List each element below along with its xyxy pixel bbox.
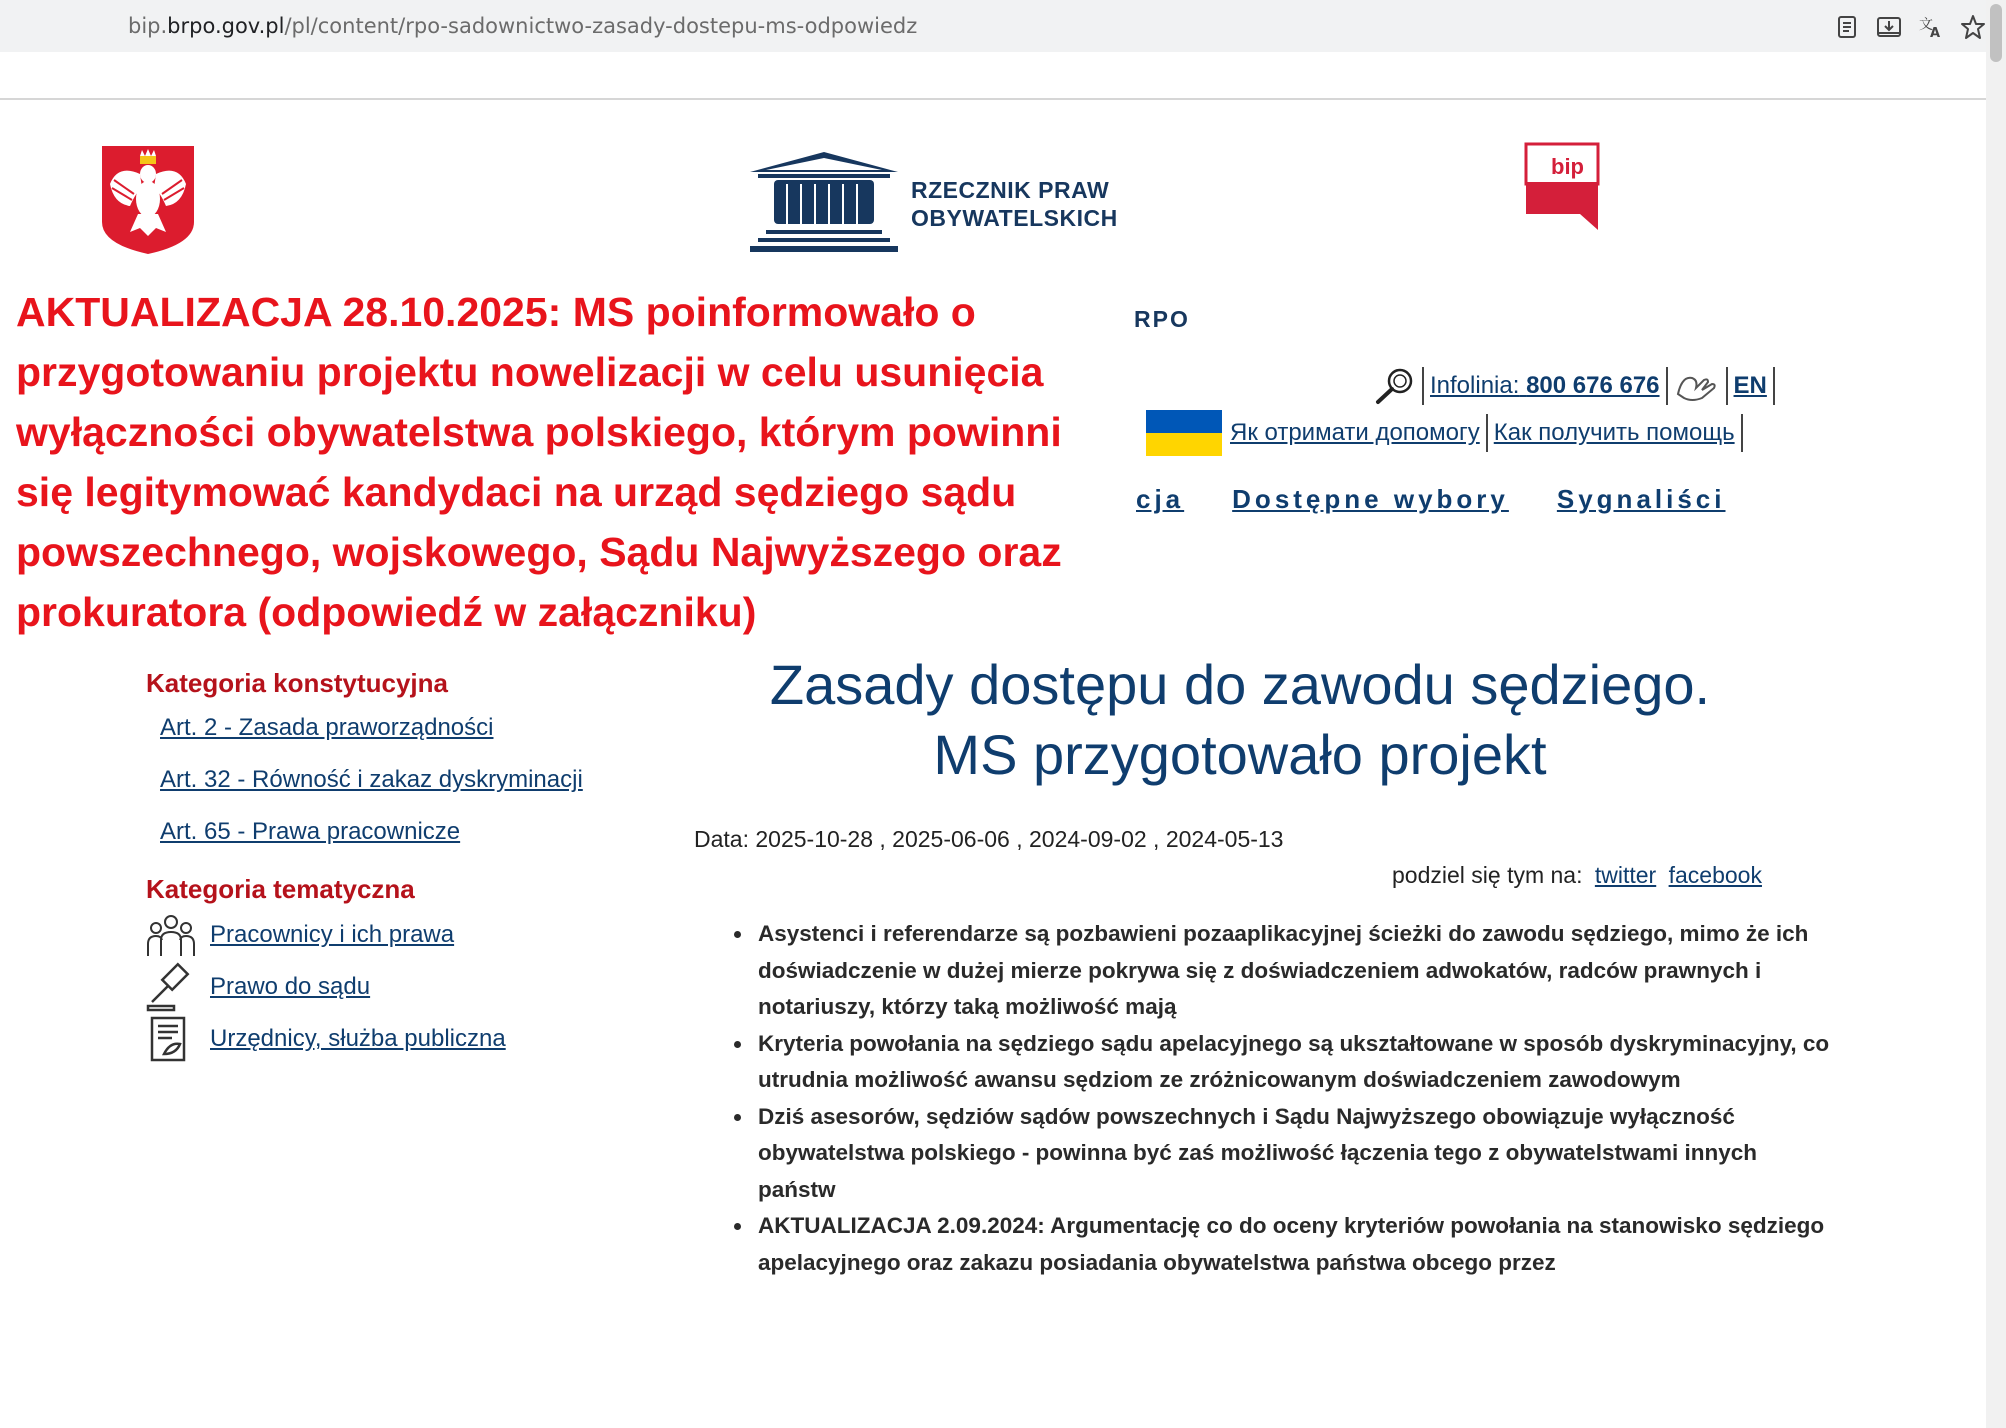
translate-icon[interactable] — [1916, 12, 1946, 42]
topic-public-service[interactable] — [146, 1014, 506, 1064]
separator — [1666, 367, 1668, 405]
ukr-help-link-uk[interactable]: Як отримати допомогу — [1230, 419, 1480, 446]
nav-item-cja[interactable]: cja — [1136, 484, 1185, 514]
lang-en-link[interactable]: EN — [1733, 372, 1767, 399]
topic-label: Prawo do sądu — [210, 973, 371, 1000]
separator — [1741, 414, 1743, 452]
svg-text:文: 文 — [1919, 17, 1933, 33]
rpo-logo-building[interactable] — [748, 150, 900, 258]
separator — [1486, 414, 1488, 452]
rpo-logo-line2: OBYWATELSKICH — [911, 205, 1118, 231]
rpo-tag[interactable]: RPO — [1134, 306, 1190, 332]
nav-item-sygnalisci[interactable]: Sygnaliści — [1556, 484, 1726, 514]
ukr-help-link-ru[interactable]: Как получить помощь — [1493, 419, 1735, 446]
scrollbar[interactable] — [1986, 0, 2006, 1428]
category-constitutional-heading: Kategoria konstytucyjna — [146, 668, 448, 698]
category-thematic-heading: Kategoria tematyczna — [146, 874, 415, 904]
browser-toolbar-strip — [0, 52, 1986, 100]
page-title-line2: MS przygotowało projekt — [933, 723, 1547, 786]
share-row — [1392, 862, 1762, 889]
topic-label: Pracownicy i ich prawa — [210, 921, 455, 948]
overlay-update-headline: AKTUALIZACJA 28.10.2025: MS poinformowało o przygotowaniu projektu nowelizacji w celu usunięcia wyłączności obywatelstwa polskiego, którym powinni się legitymować kandydaci na urząd sędziego sądu powszechnego, wojskowego, Sądu Najwyższego oraz prokuratora (odpowiedź w załączniku) — [16, 289, 1062, 635]
ukraine-help-row — [1146, 410, 1749, 456]
page-title-line1: Zasady dostępu do zawodu sędziego. — [769, 653, 1711, 716]
document-icon — [146, 1014, 196, 1064]
reader-icon[interactable] — [1832, 12, 1862, 42]
url-field[interactable] — [128, 14, 917, 38]
svg-text:A: A — [1930, 26, 1941, 39]
article-dates: Data: 2025-10-28 , 2025-06-06 , 2024-09-02 , 2024-05-13 — [694, 826, 1284, 852]
ukraine-flag-icon — [1146, 410, 1222, 456]
main-nav — [1136, 484, 1726, 515]
page-title — [640, 650, 1840, 790]
rpo-logo-line1: RZECZNIK PRAW — [911, 177, 1110, 203]
url-domain: brpo.gov.pl — [167, 14, 285, 38]
list-item: • Dziś asesorów, sędziów sądów powszechnych i Sądu Najwyższego obowiązuje wyłączność obywatelstwa polskiego - powinna być zaś możliwość łączenia tego z obywatelstwami innych państw — [754, 1099, 1834, 1209]
url-prefix: bip. — [128, 14, 168, 38]
share-facebook-link[interactable]: facebook — [1668, 862, 1762, 888]
separator — [1726, 367, 1728, 405]
gavel-icon — [146, 962, 196, 1012]
bip-logo[interactable] — [1524, 142, 1600, 234]
list-item: • Kryteria powołania na sędziego sądu apelacyjnego są ukształtowane w sposób dyskryminacyjny, co utrudnia możliwość awansu sędziom ze zróżnicowanym doświadczeniem zawodowym — [754, 1026, 1834, 1099]
article-link-art32[interactable]: Art. 32 - Równość i zakaz dyskryminacji — [160, 766, 583, 793]
bookmark-star-icon[interactable] — [1958, 12, 1988, 42]
topic-label: Urzędnicy, służba publiczna — [210, 1025, 506, 1052]
url-path: /pl/content/rpo-sadownictwo-zasady-dostepu-ms-odpowiedz — [284, 14, 918, 38]
share-twitter-link[interactable]: twitter — [1594, 862, 1657, 888]
install-icon[interactable] — [1874, 12, 1904, 42]
polish-eagle-emblem[interactable] — [100, 144, 196, 260]
scrollbar-thumb[interactable] — [1990, 4, 2002, 62]
infolinia-label: Infolinia: — [1430, 372, 1520, 399]
utility-bar — [1372, 366, 1781, 406]
article-link-art2[interactable]: Art. 2 - Zasada praworządności — [160, 714, 494, 741]
list-item: • AKTUALIZACJA 2.09.2024: Argumentację co do oceny kryteriów powołania na stanowisko sędziego apelacyjnego oraz zakazu posiadania obywatelstwa państwa obcego przez — [754, 1208, 1834, 1281]
rpo-logo-text[interactable] — [911, 176, 1118, 232]
sign-language-icon[interactable] — [1674, 368, 1720, 404]
bip-label: bip — [1551, 154, 1584, 179]
infolinia-link[interactable] — [1430, 372, 1660, 400]
topic-workers[interactable] — [146, 912, 454, 958]
workers-icon — [146, 912, 196, 958]
article-link-art65[interactable]: Art. 65 - Prawa pracownicze — [160, 818, 461, 845]
list-item: • Asystenci i referendarze są pozbawieni pozaaplikacyjnej ścieżki do zawodu sędziego, mimo że ich doświadczenie w dużej mierze pokrywa się z doświadczeniem adwokatów, radców prawnych i notariuszy, którzy taką możliwość mają — [754, 916, 1834, 1026]
topic-right-to-court[interactable] — [146, 962, 370, 1012]
separator — [1773, 367, 1775, 405]
nav-item-dostepne-wybory[interactable]: Dostępne wybory — [1232, 484, 1509, 514]
article-summary-list — [726, 916, 1834, 1281]
separator — [1422, 367, 1424, 405]
share-label: podziel się tym na: — [1392, 862, 1583, 888]
search-icon[interactable] — [1372, 366, 1416, 406]
infolinia-number: 800 676 676 — [1526, 372, 1660, 399]
